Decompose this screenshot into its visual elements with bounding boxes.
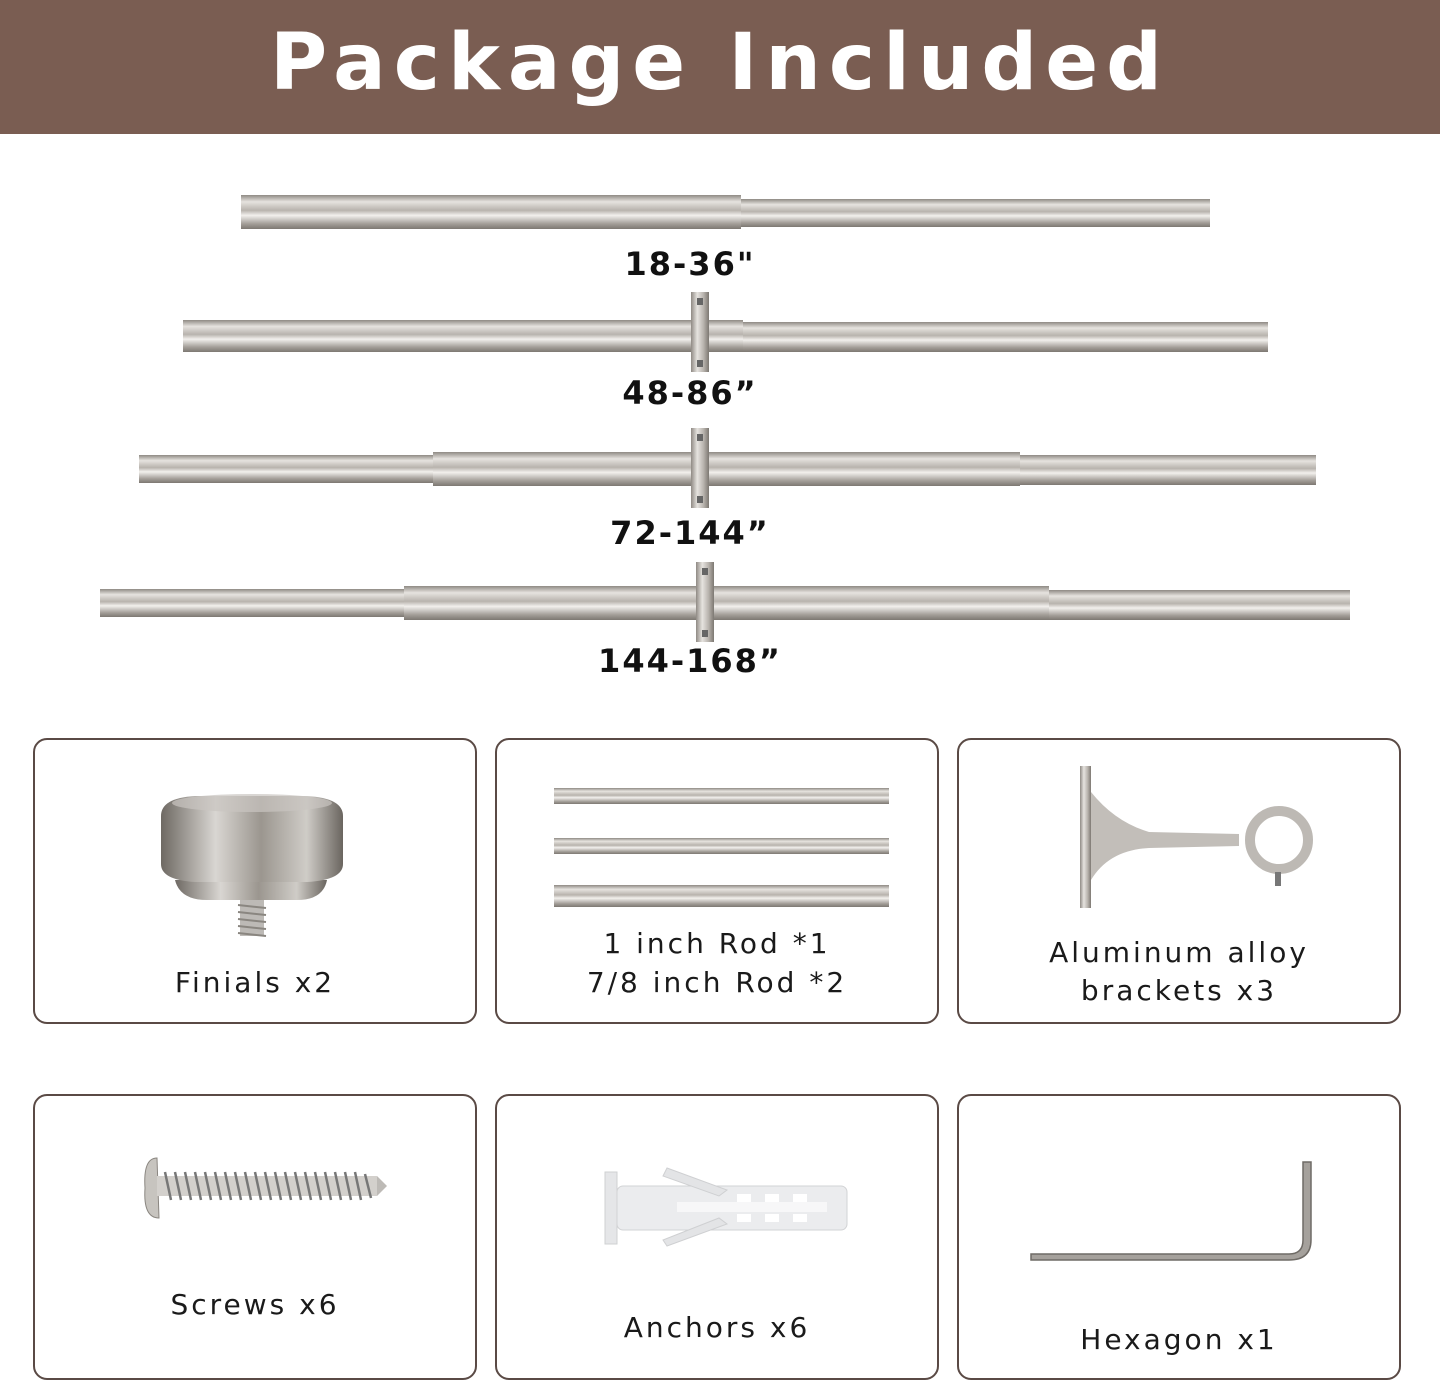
card-screws [33,1094,477,1380]
rod-label-1: 18-36" [624,245,756,283]
rod-label-4: 144-168” [598,642,782,680]
card-brackets [957,738,1401,1024]
brackets-label-line1: Aluminum alloy [1049,936,1309,969]
rods-label-line1: 1 inch Rod *1 [603,927,831,960]
rod-144-168 [100,562,1350,642]
hexagon-label: Hexagon x1 [1080,1323,1278,1356]
finials-label: Finials x2 [174,966,336,999]
brackets-label-line2: brackets x3 [1080,974,1278,1007]
rods-label-line2: 7/8 inch Rod *2 [586,966,848,999]
card-rods [495,738,939,1024]
card-hexagon [957,1094,1401,1380]
rod-lengths-section [0,134,1440,694]
rod-72-144 [139,428,1316,508]
screws-label: Screws x6 [170,1288,340,1321]
page-title: Package Included [270,18,1170,108]
anchors-label: Anchors x6 [623,1311,811,1344]
screw-icon [35,1096,479,1382]
card-finials [33,738,477,1024]
rod-label-2: 48-86” [622,374,758,412]
header-banner [0,0,1440,134]
rod-lengths-illustration [0,134,1440,694]
card-anchors [495,1094,939,1380]
rod-18-36 [241,195,1210,229]
rod-label-3: 72-144” [610,514,770,552]
rod-48-86 [183,292,1268,372]
